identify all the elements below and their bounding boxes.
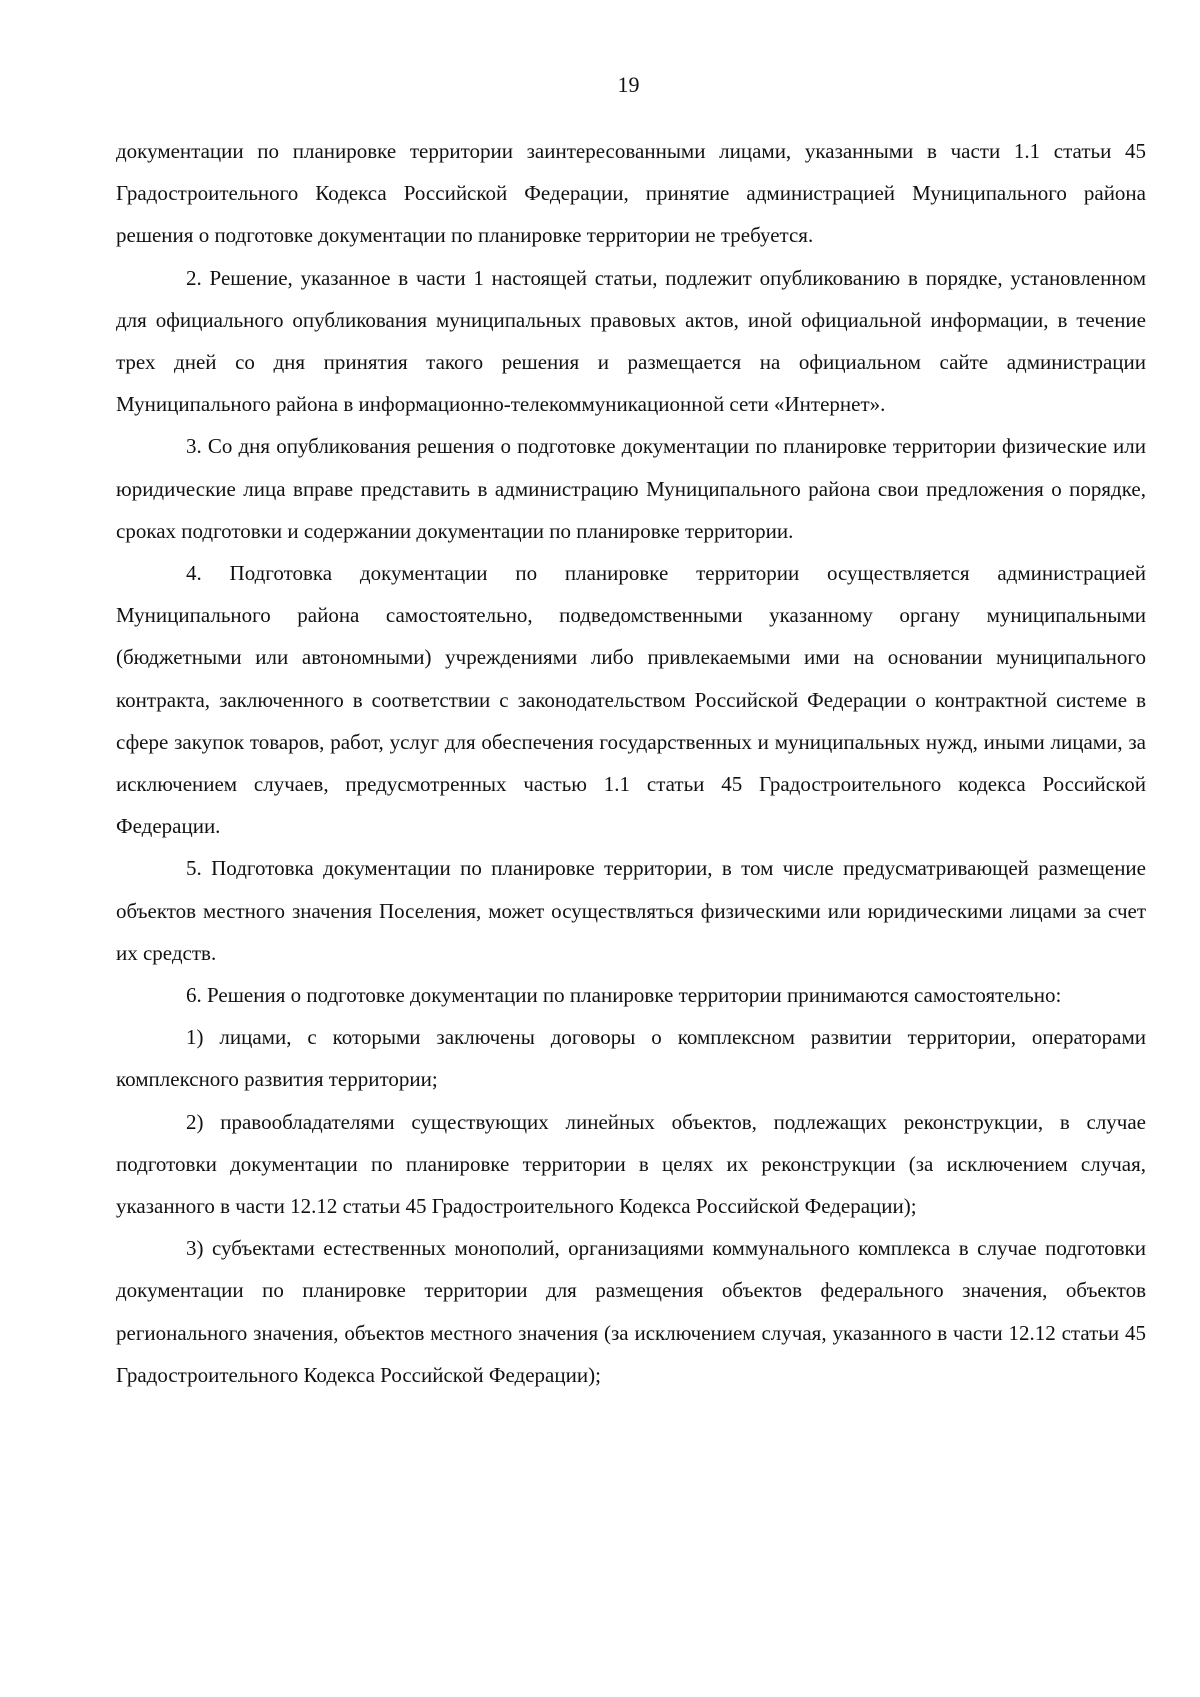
paragraph-item-2: 2. Решение, указанное в части 1 настоящей статьи, подлежит опубликованию в порядке, установленном для официального опубликования муниципальных правовых актов, иной официальной информации, в течение трех дней со дня принятия такого решения и размещается на официальном сайте администрации Муниципального района в информационно-телекоммуникационной сети «Интернет». <box>116 265 1146 417</box>
subitem-2: 2) правообладателями существующих линейных объектов, подлежащих реконструкции, в случае подготовки документации по планировке территории в целях их реконструкции (за исключением случая, указанного в части 12.12 статьи 45 Градостроительного Кодекса Российской Федерации); <box>116 1109 1146 1219</box>
page-number: 19 <box>617 72 640 97</box>
document-body <box>116 130 1146 1396</box>
paragraph-item-5: 5. Подготовка документации по планировке территории, в том числе предусматривающей размещение объектов местного значения Поселения, может осуществляться физическими или юридическими лицами за счет их средств. <box>116 856 1146 965</box>
subitem-3: 3) субъектами естественных монополий, организациями коммунального комплекса в случае подготовки документации по планировке территории для размещения объектов федерального значения, объектов регионального значения, объектов местного значения (за исключением случая, указанного в части 12.12 статьи 45 Градостроительного Кодекса Российской Федерации); <box>116 1236 1146 1387</box>
paragraph-item-6: 6. Решения о подготовке документации по планировке территории принимаются самостоятельно: <box>186 983 1062 1008</box>
paragraph-item-3: 3. Со дня опубликования решения о подготовке документации по планировке территории физические или юридические лица вправе представить в администрацию Муниципального района свои предложения о порядке, сроках подготовки и содержании документации по планировке территории. <box>116 434 1146 543</box>
paragraph-continuation: документации по планировке территории заинтересованными лицами, указанными в части 1.1 статьи 45 Градостроительного Кодекса Российской Федерации, принятие администрацией Муниципального района решения о подготовке документации по планировке территории не требуется. <box>116 139 1146 248</box>
paragraph-item-4: 4. Подготовка документации по планировке территории осуществляется администрацией Муниципального района самостоятельно, подведомственными указанному органу муниципальными (бюджетными или автономными) учреждениями либо привлекаемыми ими на основании муниципального контракта, заключенного в соответствии с законодательством Российской Федерации о контрактной системе в сфере закупок товаров, работ, услуг для обеспечения государственных и муниципальных нужд, иными лицами, за исключением случаев, предусмотренных частью 1.1 статьи 45 Градостроительного кодекса Российской Федерации. <box>116 561 1146 839</box>
subitem-1: 1) лицами, с которыми заключены договоры о комплексном развитии территории, операторами комплексного развития территории; <box>116 1025 1146 1092</box>
